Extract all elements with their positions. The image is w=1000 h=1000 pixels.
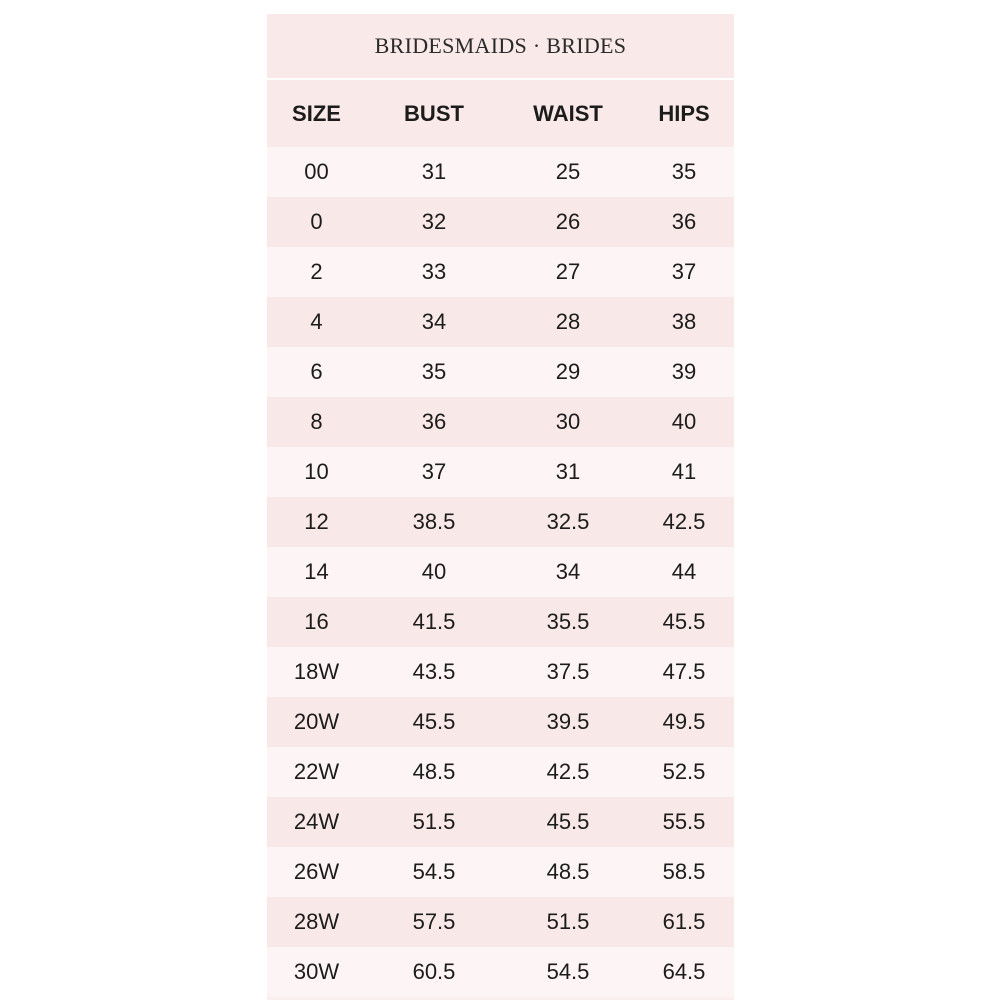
table-row xyxy=(267,747,734,797)
table-row xyxy=(267,647,734,697)
waist-cell: 34 xyxy=(502,547,634,597)
size-cell: 14 xyxy=(267,547,366,597)
column-header-bust: BUST xyxy=(366,80,502,147)
table-row xyxy=(267,797,734,847)
hips-cell: 49.5 xyxy=(634,697,734,747)
table-row xyxy=(267,147,734,197)
waist-cell: 31 xyxy=(502,447,634,497)
table-row xyxy=(267,297,734,347)
hips-cell: 52.5 xyxy=(634,747,734,797)
bust-cell: 60.5 xyxy=(366,947,502,997)
size-cell: 20W xyxy=(267,697,366,747)
hips-cell: 44 xyxy=(634,547,734,597)
hips-cell: 42.5 xyxy=(634,497,734,547)
size-cell: 30W xyxy=(267,947,366,997)
column-header-hips: HIPS xyxy=(634,80,734,147)
size-cell: 16 xyxy=(267,597,366,647)
bust-cell: 34 xyxy=(366,297,502,347)
column-header-waist: WAIST xyxy=(502,80,634,147)
hips-cell: 39 xyxy=(634,347,734,397)
hips-cell: 38 xyxy=(634,297,734,347)
hips-cell: 61.5 xyxy=(634,897,734,947)
table-row xyxy=(267,497,734,547)
size-cell: 18W xyxy=(267,647,366,697)
waist-cell: 25 xyxy=(502,147,634,197)
header-row xyxy=(267,80,734,147)
bust-cell: 48.5 xyxy=(366,747,502,797)
size-cell: 10 xyxy=(267,447,366,497)
table-row xyxy=(267,897,734,947)
bust-cell: 38.5 xyxy=(366,497,502,547)
waist-cell: 26 xyxy=(502,197,634,247)
waist-cell: 54.5 xyxy=(502,947,634,997)
bust-cell: 57.5 xyxy=(366,897,502,947)
waist-cell: 45.5 xyxy=(502,797,634,847)
bust-cell: 43.5 xyxy=(366,647,502,697)
table-row xyxy=(267,397,734,447)
bust-cell: 40 xyxy=(366,547,502,597)
waist-cell: 32.5 xyxy=(502,497,634,547)
table-row xyxy=(267,447,734,497)
hips-cell: 41 xyxy=(634,447,734,497)
table-row xyxy=(267,347,734,397)
size-cell: 6 xyxy=(267,347,366,397)
hips-cell: 47.5 xyxy=(634,647,734,697)
waist-cell: 30 xyxy=(502,397,634,447)
waist-cell: 27 xyxy=(502,247,634,297)
waist-cell: 39.5 xyxy=(502,697,634,747)
bust-cell: 37 xyxy=(366,447,502,497)
size-cell: 12 xyxy=(267,497,366,547)
hips-cell: 58.5 xyxy=(634,847,734,897)
size-cell: 4 xyxy=(267,297,366,347)
waist-cell: 28 xyxy=(502,297,634,347)
table-row xyxy=(267,197,734,247)
hips-cell: 40 xyxy=(634,397,734,447)
hips-cell: 45.5 xyxy=(634,597,734,647)
bust-cell: 35 xyxy=(366,347,502,397)
size-cell: 00 xyxy=(267,147,366,197)
bust-cell: 31 xyxy=(366,147,502,197)
bust-cell: 36 xyxy=(366,397,502,447)
hips-cell: 36 xyxy=(634,197,734,247)
waist-cell: 37.5 xyxy=(502,647,634,697)
size-cell: 26W xyxy=(267,847,366,897)
waist-cell: 29 xyxy=(502,347,634,397)
bust-cell: 33 xyxy=(366,247,502,297)
table-row xyxy=(267,947,734,997)
size-cell: 2 xyxy=(267,247,366,297)
table-row xyxy=(267,697,734,747)
bust-cell: 32 xyxy=(366,197,502,247)
hips-cell: 64.5 xyxy=(634,947,734,997)
bust-cell: 45.5 xyxy=(366,697,502,747)
size-chart xyxy=(267,14,734,1000)
table-row xyxy=(267,597,734,647)
waist-cell: 42.5 xyxy=(502,747,634,797)
size-chart-title: BRIDESMAIDS · BRIDES xyxy=(267,14,734,80)
waist-cell: 48.5 xyxy=(502,847,634,897)
table-row xyxy=(267,247,734,297)
waist-cell: 51.5 xyxy=(502,897,634,947)
size-cell: 8 xyxy=(267,397,366,447)
bust-cell: 41.5 xyxy=(366,597,502,647)
size-table xyxy=(267,80,734,997)
hips-cell: 35 xyxy=(634,147,734,197)
waist-cell: 35.5 xyxy=(502,597,634,647)
size-cell: 24W xyxy=(267,797,366,847)
bust-cell: 54.5 xyxy=(366,847,502,897)
hips-cell: 55.5 xyxy=(634,797,734,847)
hips-cell: 37 xyxy=(634,247,734,297)
bust-cell: 51.5 xyxy=(366,797,502,847)
column-header-size: SIZE xyxy=(267,80,366,147)
size-cell: 28W xyxy=(267,897,366,947)
size-cell: 22W xyxy=(267,747,366,797)
table-row xyxy=(267,547,734,597)
table-row xyxy=(267,847,734,897)
size-cell: 0 xyxy=(267,197,366,247)
